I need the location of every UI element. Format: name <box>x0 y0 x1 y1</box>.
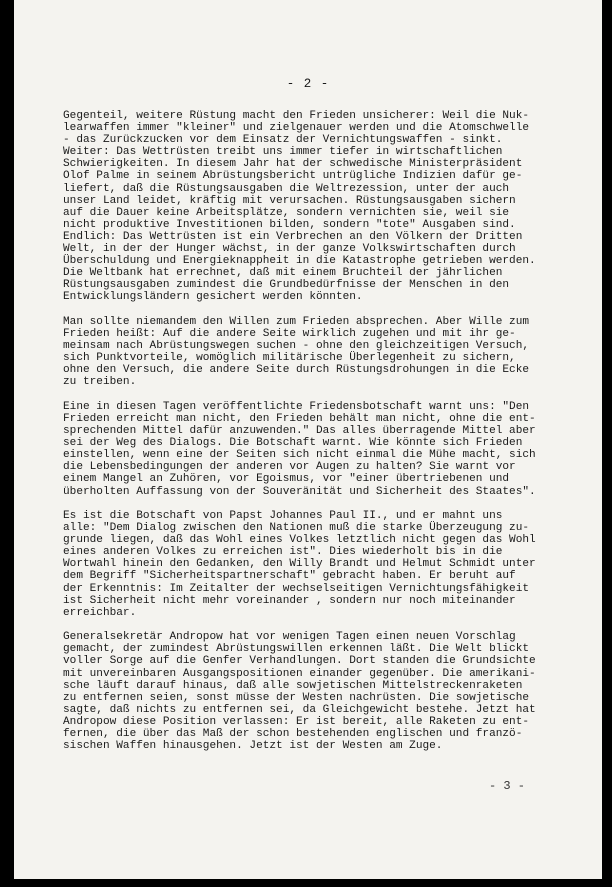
text-line: Weiter: Das Wettrüsten treibt uns immer tiefer in wirtschaftlichen <box>63 146 503 159</box>
text-line: Wortwahl hinein den Gedanken, den Willy Brandt und Helmut Schmidt unter <box>63 558 536 571</box>
text-line: einem Mangel an Zuhören, vor Egoismus, vor "einer übertriebenen und <box>63 473 510 486</box>
text-line: eines anderen Volkes zu erreichen ist". Dies wiederholt bis in die <box>63 546 503 559</box>
paragraph <box>63 110 583 304</box>
text-line: Schwierigkeiten. In diesem Jahr hat der schwedische Ministerpräsident <box>63 158 523 171</box>
text-line: nicht produktive Investitionen bilden, sondern "tote" Ausgaben sind. <box>63 218 516 231</box>
text-line: ist Sicherheit nicht mehr voreinander , sondern nur noch miteinander <box>63 594 516 607</box>
text-line: der Erkenntnis: Im Zeitalter der wechselseitigen Vernichtungsfähigkeit <box>63 582 530 595</box>
text-line: unser Land leidet, kräftig mit verursachen. Rüstungsausgaben sichern <box>63 194 516 207</box>
text-line: voller Sorge auf die Genfer Verhandlungen. Dort standen die Grundsichte <box>63 655 536 668</box>
text-line: Überschuldung und Energieknappheit in die Katastrophe getrieben werden. <box>63 255 536 268</box>
text-line: Entwicklungsländern gesichert werden könnten. <box>63 291 363 304</box>
text-line: Endlich: Das Wettrüsten ist ein Verbrechen an den Völkern der Dritten <box>63 230 523 243</box>
text-line: einstellen, wenn eine der Seiten sich nicht einmal die Mühe macht, sich <box>63 449 536 462</box>
text-line: dem Begriff "Sicherheitspartnerschaft" gebracht haben. Er beruht auf <box>63 570 516 583</box>
page-number: - 2 - <box>286 77 330 91</box>
text-line: alle: "Dem Dialog zwischen den Nationen muß die starke Überzeugung zu- <box>63 522 530 535</box>
text-line: sei der Weg des Dialogs. Die Botschaft warnt. Wie könnte sich Frieden <box>63 437 523 450</box>
paragraph <box>63 631 583 752</box>
text-line: sischen Waffen hinausgehen. Jetzt ist der Westen am Zuge. <box>63 740 443 753</box>
text-line: fernen, die über das Maß der schon bestehenden englischen und franzö- <box>63 727 523 740</box>
paragraph <box>63 316 583 389</box>
text-line: Frieden erreicht man nicht, den Frieden behält man nicht, ohne die ent- <box>63 412 536 425</box>
text-line: Rüstungsausgaben zumindest die Grundbedürfnisse der Menschen in den <box>63 279 510 292</box>
text-line: zu entfernen seien, sonst müsse der Westen nachrüsten. Die sowjetische <box>63 691 530 704</box>
text-line: mit unvereinbaren Ausgangspositionen einander gegenüber. Die amerikani- <box>63 667 536 680</box>
document-page <box>14 0 602 879</box>
body-text <box>63 110 583 765</box>
text-line: Es ist die Botschaft von Papst Johannes Paul II., und er mahnt uns <box>63 509 503 522</box>
text-line: Eine in diesen Tagen veröffentlichte Friedensbotschaft warnt uns: "Den <box>63 400 530 413</box>
text-line: Welt, in der der Hunger wächst, in der ganze Volkswirtschaften durch <box>63 243 516 256</box>
text-line: sich Punktvorteile, womöglich militärische Überlegenheit zu sichern, <box>63 352 516 365</box>
text-line: überholten Auffassung von der Souveränität und Sicherheit des Staates". <box>63 485 536 498</box>
text-line: Andropow diese Position verlassen: Er ist bereit, alle Raketen zu ent- <box>63 715 530 728</box>
text-line: die Lebensbedingungen der anderen vor Augen zu halten? Sie warnt vor <box>63 461 516 474</box>
next-page-marker: - 3 - <box>489 779 526 793</box>
text-line: meinsam nach Abrüstungswegen suchen - ohne den gleichzeitigen Versuch, <box>63 340 530 353</box>
paragraph <box>63 510 583 619</box>
text-line: sprechenden Mittel dafür anzuwenden." Das alles überragende Mittel aber <box>63 425 536 438</box>
text-line: liefert, daß die Rüstungsausgaben die Weltrezession, unter der auch <box>63 182 510 195</box>
text-line: auf die Dauer keine Arbeitsplätze, sondern vernichten sie, weil sie <box>63 206 510 219</box>
text-line: - das Zurückzucken vor dem Einsatz der Vernichtungswaffen - sinkt. <box>63 134 503 147</box>
text-line: zu treiben. <box>63 376 137 389</box>
text-line: Olof Palme in seinem Abrüstungsbericht untrügliche Indizien dafür ge- <box>63 170 523 183</box>
text-line: Generalsekretär Andropow hat vor wenigen Tagen einen neuen Vorschlag <box>63 631 516 644</box>
text-line: gemacht, der zumindest Abrüstungswillen erkennen läßt. Die Welt blickt <box>63 643 530 656</box>
text-line: learwaffen immer "kleiner" und zielgenauer werden und die Atomschwelle <box>63 122 530 135</box>
text-line: erreichbar. <box>63 606 137 619</box>
text-line: sagte, daß nichts zu entfernen sei, da Gleichgewicht bestehe. Jetzt hat <box>63 703 536 716</box>
text-line: sche läuft darauf hinaus, daß alle sowjetischen Mittelstreckenraketen <box>63 679 523 692</box>
text-line: Gegenteil, weitere Rüstung macht den Frieden unsicherer: Weil die Nuk- <box>63 110 530 122</box>
text-line: grunde liegen, daß das Wohl eines Volkes letztlich nicht gegen das Wohl <box>63 534 536 547</box>
text-line: Die Weltbank hat errechnet, daß mit einem Bruchteil der jährlichen <box>63 267 503 280</box>
text-line: Frieden heißt: Auf die andere Seite wirklich zugehen und mit ihr ge- <box>63 327 516 340</box>
paragraph <box>63 401 583 498</box>
text-line: Man sollte niemandem den Willen zum Frieden absprechen. Aber Wille zum <box>63 315 530 328</box>
text-line: ohne den Versuch, die andere Seite durch Rüstungsdrohungen in die Ecke <box>63 364 530 377</box>
